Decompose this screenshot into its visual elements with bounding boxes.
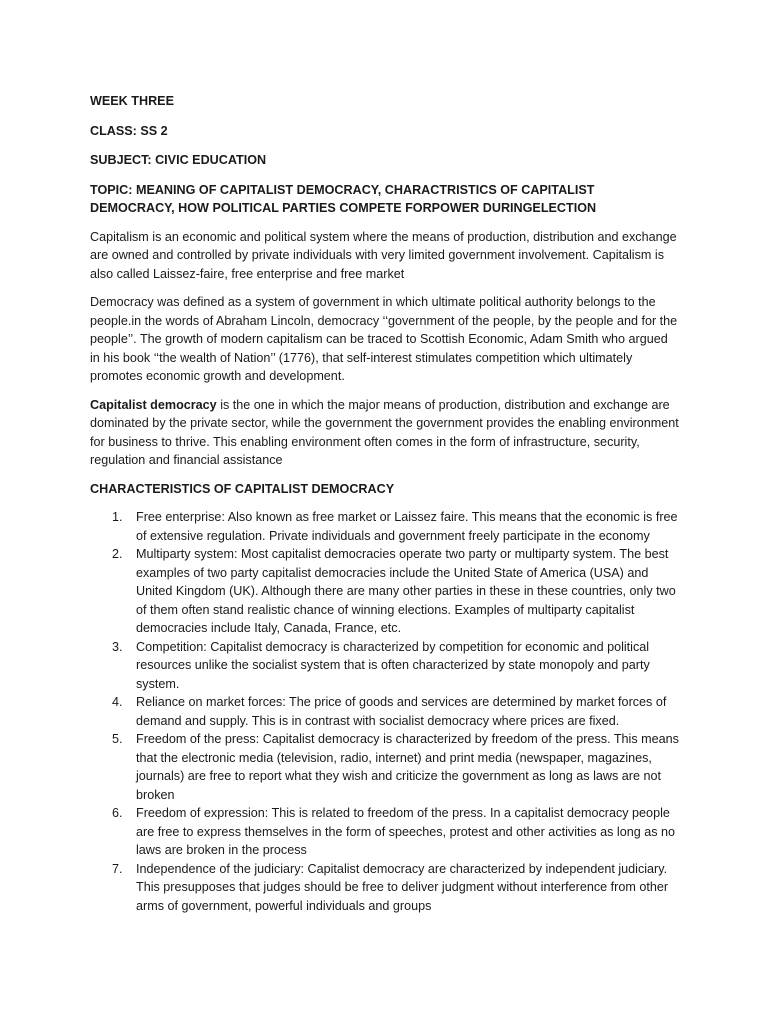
list-item-number: 1.: [112, 510, 123, 524]
list-item: [90, 804, 680, 860]
class-label: CLASS: SS 2: [90, 123, 168, 138]
list-item: [90, 508, 680, 545]
list-item-text: Freedom of the press: Capitalist democracy is characterized by freedom of the press. This means that the electronic media (television, radio, internet) and print media (newspaper, magazines, journals) are free to report what they wish and criticize the government as long as laws are not broken: [136, 732, 679, 802]
list-item-text: Independence of the judiciary: Capitalist democracy are characterized by independent judiciary. This presupposes that judges should be free to deliver judgment without interference from other arms of government, powerful individuals and groups: [136, 861, 669, 913]
list-item-text: Multiparty system: Most capitalist democracies operate two party or multiparty system. The best examples of two party capitalist democracies include the United State of America (USA) and United Kingdom (UK). Although there are many other parties in these in these countries, only two of them often stand realistic chance of winning elections. Examples of multiparty capitalist democracies include Italy, Canada, France, etc.: [136, 547, 676, 635]
capitalist-democracy-definition: is the one in which the major means of production, distribution and exchange are dominated by the private sector, while the government the government provides the enabling environment for business to thrive. This enabling environment often comes in the form of infrastructure, security, regulation and financial assistance: [90, 397, 679, 467]
capitalist-democracy-paragraph: [90, 396, 680, 470]
list-item-number: 4.: [112, 695, 123, 709]
list-item: [90, 730, 680, 804]
list-item-text: Freedom of expression: This is related to freedom of the press. In a capitalist democracy people are free to express themselves in the form of speeches, protest and other activities as long as no laws are broken in the process: [136, 806, 676, 857]
list-item-number: 2.: [112, 547, 123, 561]
list-item-number: 5.: [112, 732, 123, 746]
list-item-number: 6.: [112, 806, 123, 820]
list-item-text: Competition: Capitalist democracy is characterized by competition for economic and political resources unlike the socialist system that is often characterized by state monopoly and party system.: [136, 639, 650, 691]
list-item-text: Reliance on market forces: The price of goods and services are determined by market forces of demand and supply. This is in contrast with socialist democracy where prices are fixed.: [136, 695, 667, 728]
list-item: [90, 638, 680, 694]
list-item: [90, 545, 680, 638]
capitalist-democracy-term: Capitalist democracy: [90, 397, 217, 412]
characteristics-list: [90, 508, 680, 915]
list-item-text: Free enterprise: Also known as free market or Laissez faire. This means that the economic is free of extensive regulation. Private individuals and government freely participate in the economy: [136, 510, 678, 543]
capitalism-paragraph: Capitalism is an economic and political system where the means of production, distribution and exchange are owned and controlled by private individuals with very limited government involvement. Capitalism is also called Laissez-faire, free enterprise and free market: [90, 229, 677, 281]
topic-heading: TOPIC: MEANING OF CAPITALIST DEMOCRACY, CHARACTRISTICS OF CAPITALIST DEMOCRACY, HOW POLITICAL PARTIES COMPETE FORPOWER DURINGELECTION: [90, 182, 597, 215]
week-label: WEEK THREE: [90, 94, 174, 108]
list-item: [90, 860, 680, 916]
democracy-paragraph: Democracy was defined as a system of government in which ultimate political authority belongs to the people.in the words of Abraham Lincoln, democracy ‘‘government of the people, by the people and for the people’’. The growth of modern capitalism can be traced to Scottish Economic, Adam Smith who argued in his book ‘‘the wealth of Nation’’ (1776), that self-interest stimulates competition which ultimately promotes economic growth and development.: [90, 295, 678, 383]
list-item-number: 3.: [112, 639, 123, 654]
list-item-number: 7.: [112, 861, 123, 876]
list-item: [90, 693, 680, 730]
characteristics-heading: CHARACTERISTICS OF CAPITALIST DEMOCRACY: [90, 481, 395, 496]
subject-label: SUBJECT: CIVIC EDUCATION: [90, 153, 267, 167]
document-body: [90, 92, 680, 915]
